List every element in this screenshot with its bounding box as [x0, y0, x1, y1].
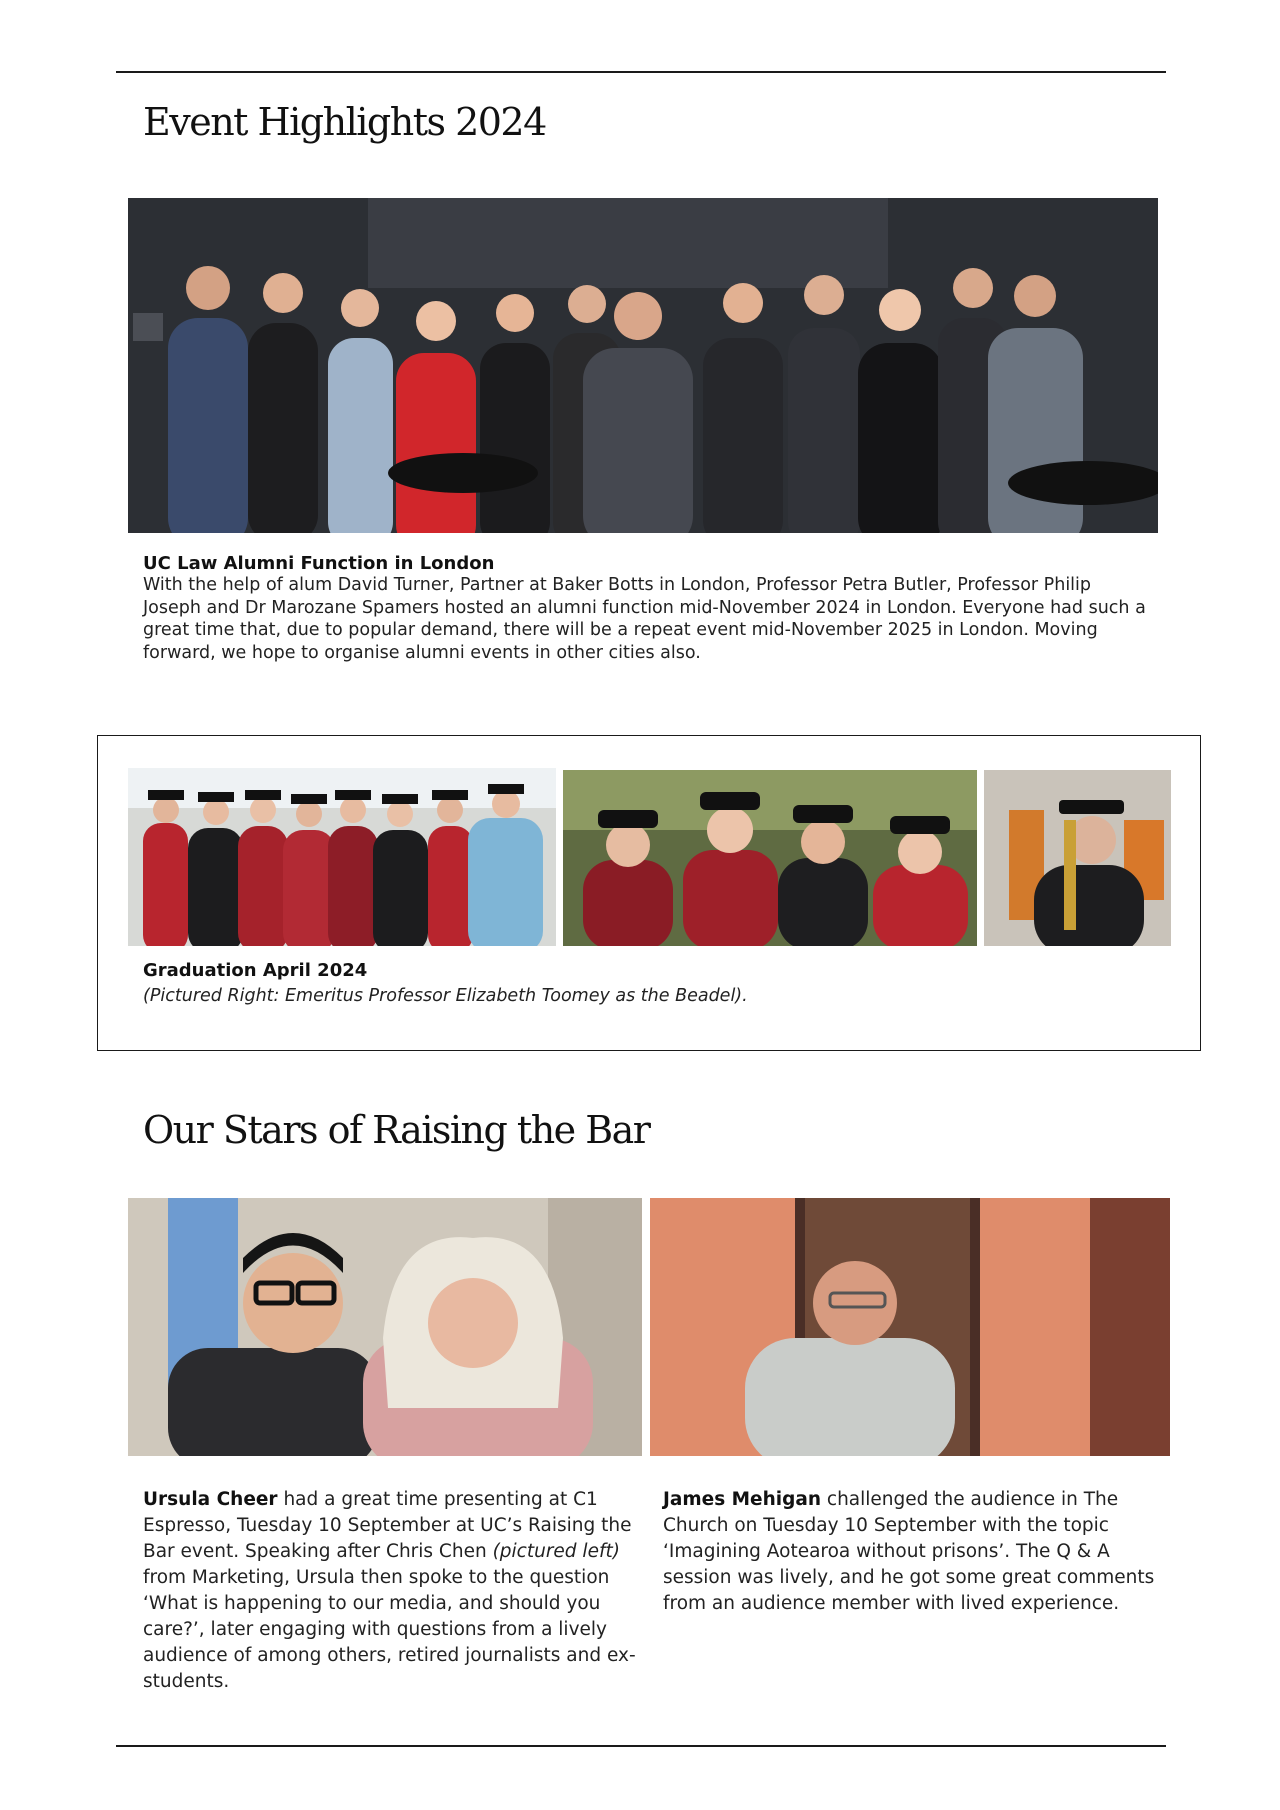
ursula-cheer-name: Ursula Cheer — [143, 1489, 278, 1510]
james-mehigan-photo — [650, 1198, 1170, 1456]
graduation-group-illustration — [128, 768, 556, 946]
ursula-pictured-left: (pictured left) — [492, 1541, 620, 1562]
graduation-caption-title: Graduation April 2024 — [143, 960, 368, 981]
james-photo-illustration — [650, 1198, 1170, 1456]
ursula-cheer-paragraph — [143, 1487, 643, 1695]
london-caption-title: UC Law Alumni Function in London — [143, 553, 495, 574]
london-caption — [143, 553, 1153, 664]
london-caption-body: With the help of alum David Turner, Partner at Baker Botts in London, Professor Petra Butler, Professor Philip Joseph and Dr Marozane Spamers hosted an alumni function mid-November 2024 in London. Everyone had such a great time that, due to popular demand, there will be a repeat event mid-November 2025 in London. Moving forward, we hope to organise alumni events in other cities also. — [143, 575, 1146, 663]
graduation-four-women-photo — [563, 770, 977, 946]
graduation-group-photo — [128, 768, 556, 946]
section-heading-event-highlights: Event Highlights 2024 — [143, 100, 546, 144]
ursula-photo-illustration — [128, 1198, 642, 1456]
james-text: challenged the audience in The Church on Tuesday 10 September with the topic ‘Imagining Aotearoa without prisons’. The Q & A session was lively, and he got some great comments from an audience member with lived experience. — [663, 1489, 1155, 1614]
bottom-divider — [116, 1745, 1166, 1747]
beadel-photo — [984, 770, 1171, 946]
london-photo-illustration — [128, 198, 1158, 533]
james-mehigan-name: James Mehigan — [663, 1489, 822, 1510]
section-heading-raising-the-bar: Our Stars of Raising the Bar — [143, 1108, 650, 1152]
top-divider — [116, 71, 1166, 73]
graduation-caption — [143, 960, 1143, 1008]
ursula-cheer-chris-chen-photo — [128, 1198, 642, 1456]
london-alumni-group-photo — [128, 198, 1158, 533]
ursula-text-part-2: from Marketing, Ursula then spoke to the question ‘What is happening to our media, and should you care?’, later engaging with questions from a lively audience of among others, retired journalists and ex-students. — [143, 1567, 636, 1692]
james-mehigan-paragraph — [663, 1487, 1163, 1617]
beadel-illustration — [984, 770, 1171, 946]
ursula-text-part-1: had a great time presenting at C1 Espresso, Tuesday 10 September at UC’s Raising the Bar event. Speaking after Chris Chen — [143, 1489, 632, 1562]
graduation-four-women-illustration — [563, 770, 977, 946]
graduation-caption-body: (Pictured Right: Emeritus Professor Elizabeth Toomey as the Beadel). — [143, 986, 748, 1006]
